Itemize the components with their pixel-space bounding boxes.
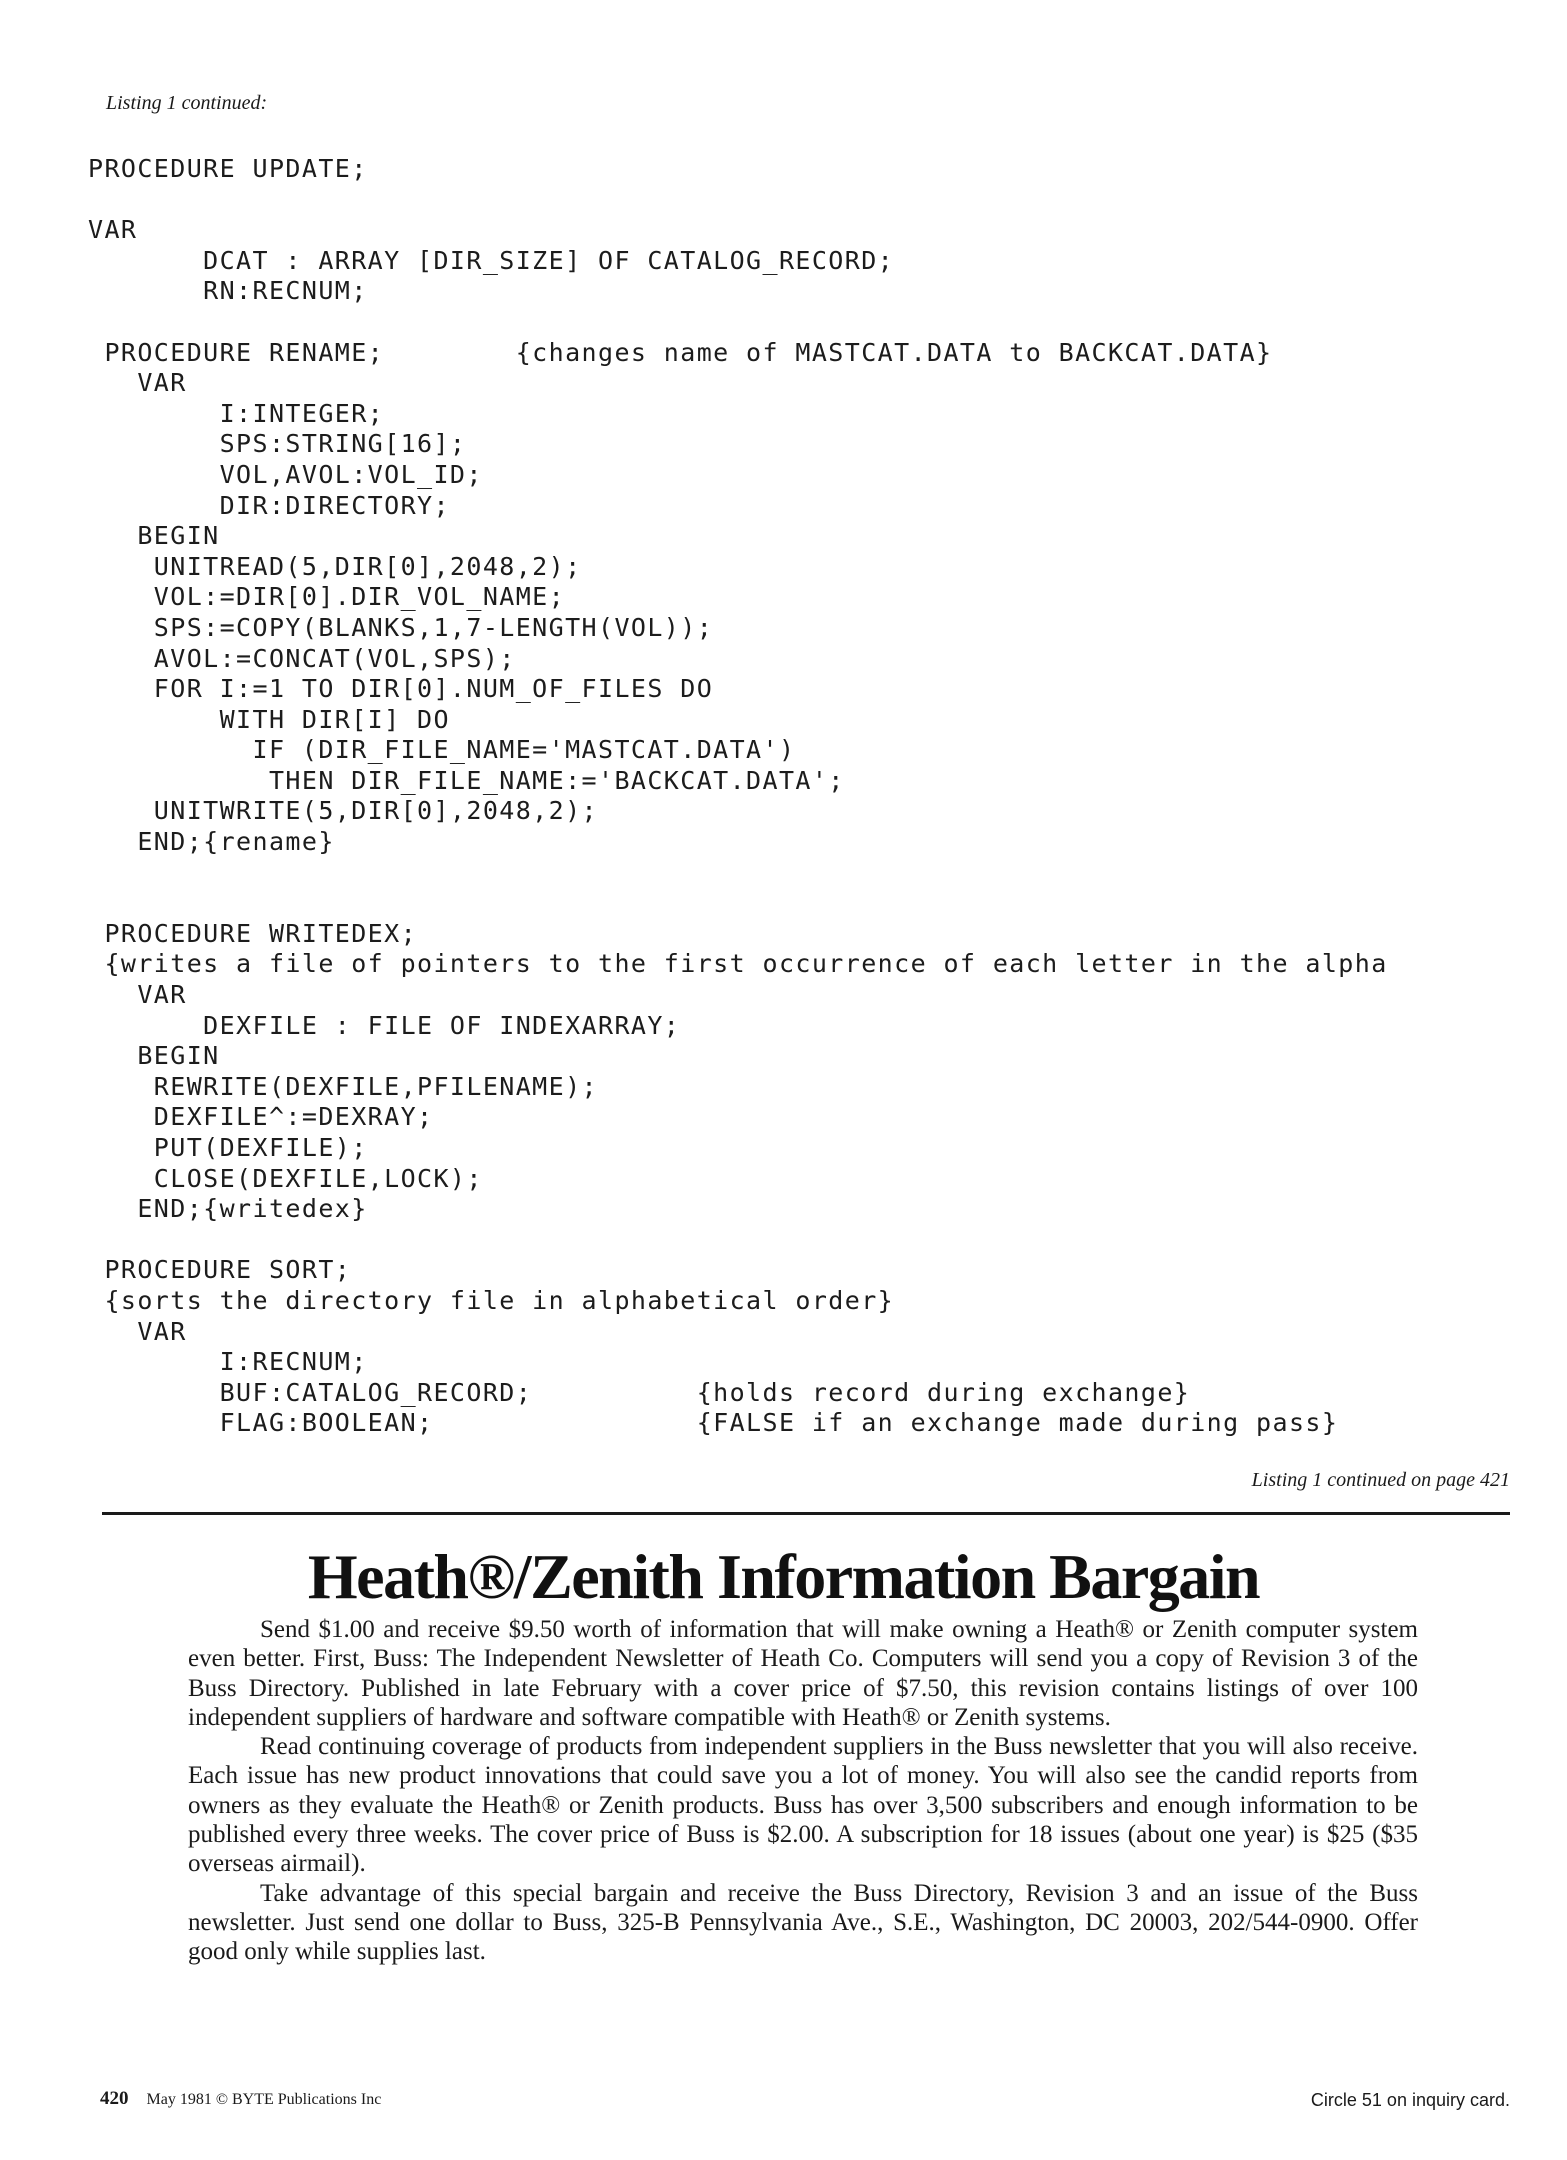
code-line: PROCEDURE WRITEDEX; xyxy=(88,918,418,948)
code-line: SPS:STRING[16]; xyxy=(88,429,467,459)
code-line: {writes a file of pointers to the first occurrence of each letter in the alpha xyxy=(88,949,1388,979)
code-line: VOL,AVOL:VOL_ID; xyxy=(88,459,483,489)
ad-body xyxy=(188,1615,1418,1967)
code-line: WITH DIR[I] DO xyxy=(88,704,450,734)
page-footer-left xyxy=(100,2088,381,2110)
ad-headline: Heath®/Zenith Information Bargain xyxy=(307,1541,1260,1612)
code-line: IF (DIR_FILE_NAME='MASTCAT.DATA') xyxy=(88,735,796,765)
ad-paragraph: Send $1.00 and receive $9.50 worth of information that will make owning a Heath® or Zenith computer system even better. First, Buss: The Independent Newsletter of Heath Co. Computers will send you a copy of Revision 3 of the Buss Directory. Published in late February with a cover price of $7.50, this revision contains listings of over 100 independent suppliers of hardware and software compatible with Heath® or Zenith systems. xyxy=(188,1616,1418,1731)
code-line: VAR xyxy=(88,980,187,1010)
code-line: VAR xyxy=(88,215,138,245)
ad-paragraph: Take advantage of this special bargain and receive the Buss Directory, Revision 3 and an issue of the Buss newsletter. Just send one dollar to Buss, 325-B Pennsylvania Ave., S.E., Washington, DC 20003, 202/544-0900. Offer good only while supplies last. xyxy=(188,1879,1418,1966)
code-line: BEGIN xyxy=(88,521,220,551)
code-line: CLOSE(DEXFILE,LOCK); xyxy=(88,1163,483,1193)
code-line: END;{writedex} xyxy=(88,1194,368,1224)
code-line: THEN DIR_FILE_NAME:='BACKCAT.DATA'; xyxy=(88,765,845,795)
code-line: DEXFILE : FILE OF INDEXARRAY; xyxy=(88,1010,681,1040)
listing-continued-note: Listing 1 continued on page 421 xyxy=(1251,1469,1510,1491)
code-line: VAR xyxy=(88,1316,187,1346)
code-line xyxy=(88,888,1538,919)
code-line: PROCEDURE UPDATE; xyxy=(88,154,368,183)
code-line: DCAT : ARRAY [DIR_SIZE] OF CATALOG_RECORD; xyxy=(88,245,895,275)
code-line xyxy=(88,185,1538,216)
code-line: VAR xyxy=(88,368,187,398)
code-line: PROCEDURE SORT; xyxy=(88,1255,352,1285)
code-line: AVOL:=CONCAT(VOL,SPS); xyxy=(88,643,516,673)
code-line: I:RECNUM; xyxy=(88,1347,368,1377)
ad-paragraph: Read continuing coverage of products from independent suppliers in the Buss newsletter that you will also receive. Each issue has new product innovations that could save you a lot of money. You will also see the candid reports from owners as they evaluate the Heath® or Zenith products. Buss has over 3,500 subscribers and enough information to be published every three weeks. The cover price of Buss is $2.00. A subscription for 18 issues (about one year) is $25 ($35 overseas airmail). xyxy=(188,1733,1418,1878)
code-line xyxy=(88,307,1538,338)
issue-line: May 1981 © BYTE Publications Inc xyxy=(146,2091,382,2108)
code-line: I:INTEGER; xyxy=(88,398,385,428)
code-line: UNITWRITE(5,DIR[0],2048,2); xyxy=(88,796,598,826)
code-line xyxy=(88,1225,1538,1256)
code-line: RN:RECNUM; xyxy=(88,276,368,306)
code-line: DIR:DIRECTORY; xyxy=(88,490,450,520)
code-line: VOL:=DIR[0].DIR_VOL_NAME; xyxy=(88,582,566,612)
section-divider xyxy=(102,1512,1510,1515)
code-listing xyxy=(88,154,1538,1439)
code-line: REWRITE(DEXFILE,PFILENAME); xyxy=(88,1071,598,1101)
code-line: FLAG:BOOLEAN; {FALSE if an exchange made during pass} xyxy=(88,1408,1339,1438)
listing-caption: Listing 1 continued: xyxy=(106,92,268,114)
code-line: END;{rename} xyxy=(88,827,335,857)
code-line: PUT(DEXFILE); xyxy=(88,1133,368,1162)
code-line: DEXFILE^:=DEXRAY; xyxy=(88,1102,434,1132)
inquiry-note: Circle 51 on inquiry card. xyxy=(1310,2090,1510,2110)
code-line: SPS:=COPY(BLANKS,1,7-LENGTH(VOL)); xyxy=(88,612,714,642)
code-line: FOR I:=1 TO DIR[0].NUM_OF_FILES DO xyxy=(88,674,714,704)
code-line: BEGIN xyxy=(88,1041,220,1071)
page-number: 420 xyxy=(100,2088,129,2109)
code-line: {sorts the directory file in alphabetical order} xyxy=(88,1285,895,1315)
code-line: UNITREAD(5,DIR[0],2048,2); xyxy=(88,551,582,581)
code-line: BUF:CATALOG_RECORD; {holds record during exchange} xyxy=(88,1377,1191,1407)
code-line xyxy=(88,858,1538,889)
code-line: PROCEDURE RENAME; {changes name of MASTCAT.DATA to BACKCAT.DATA} xyxy=(88,337,1273,367)
